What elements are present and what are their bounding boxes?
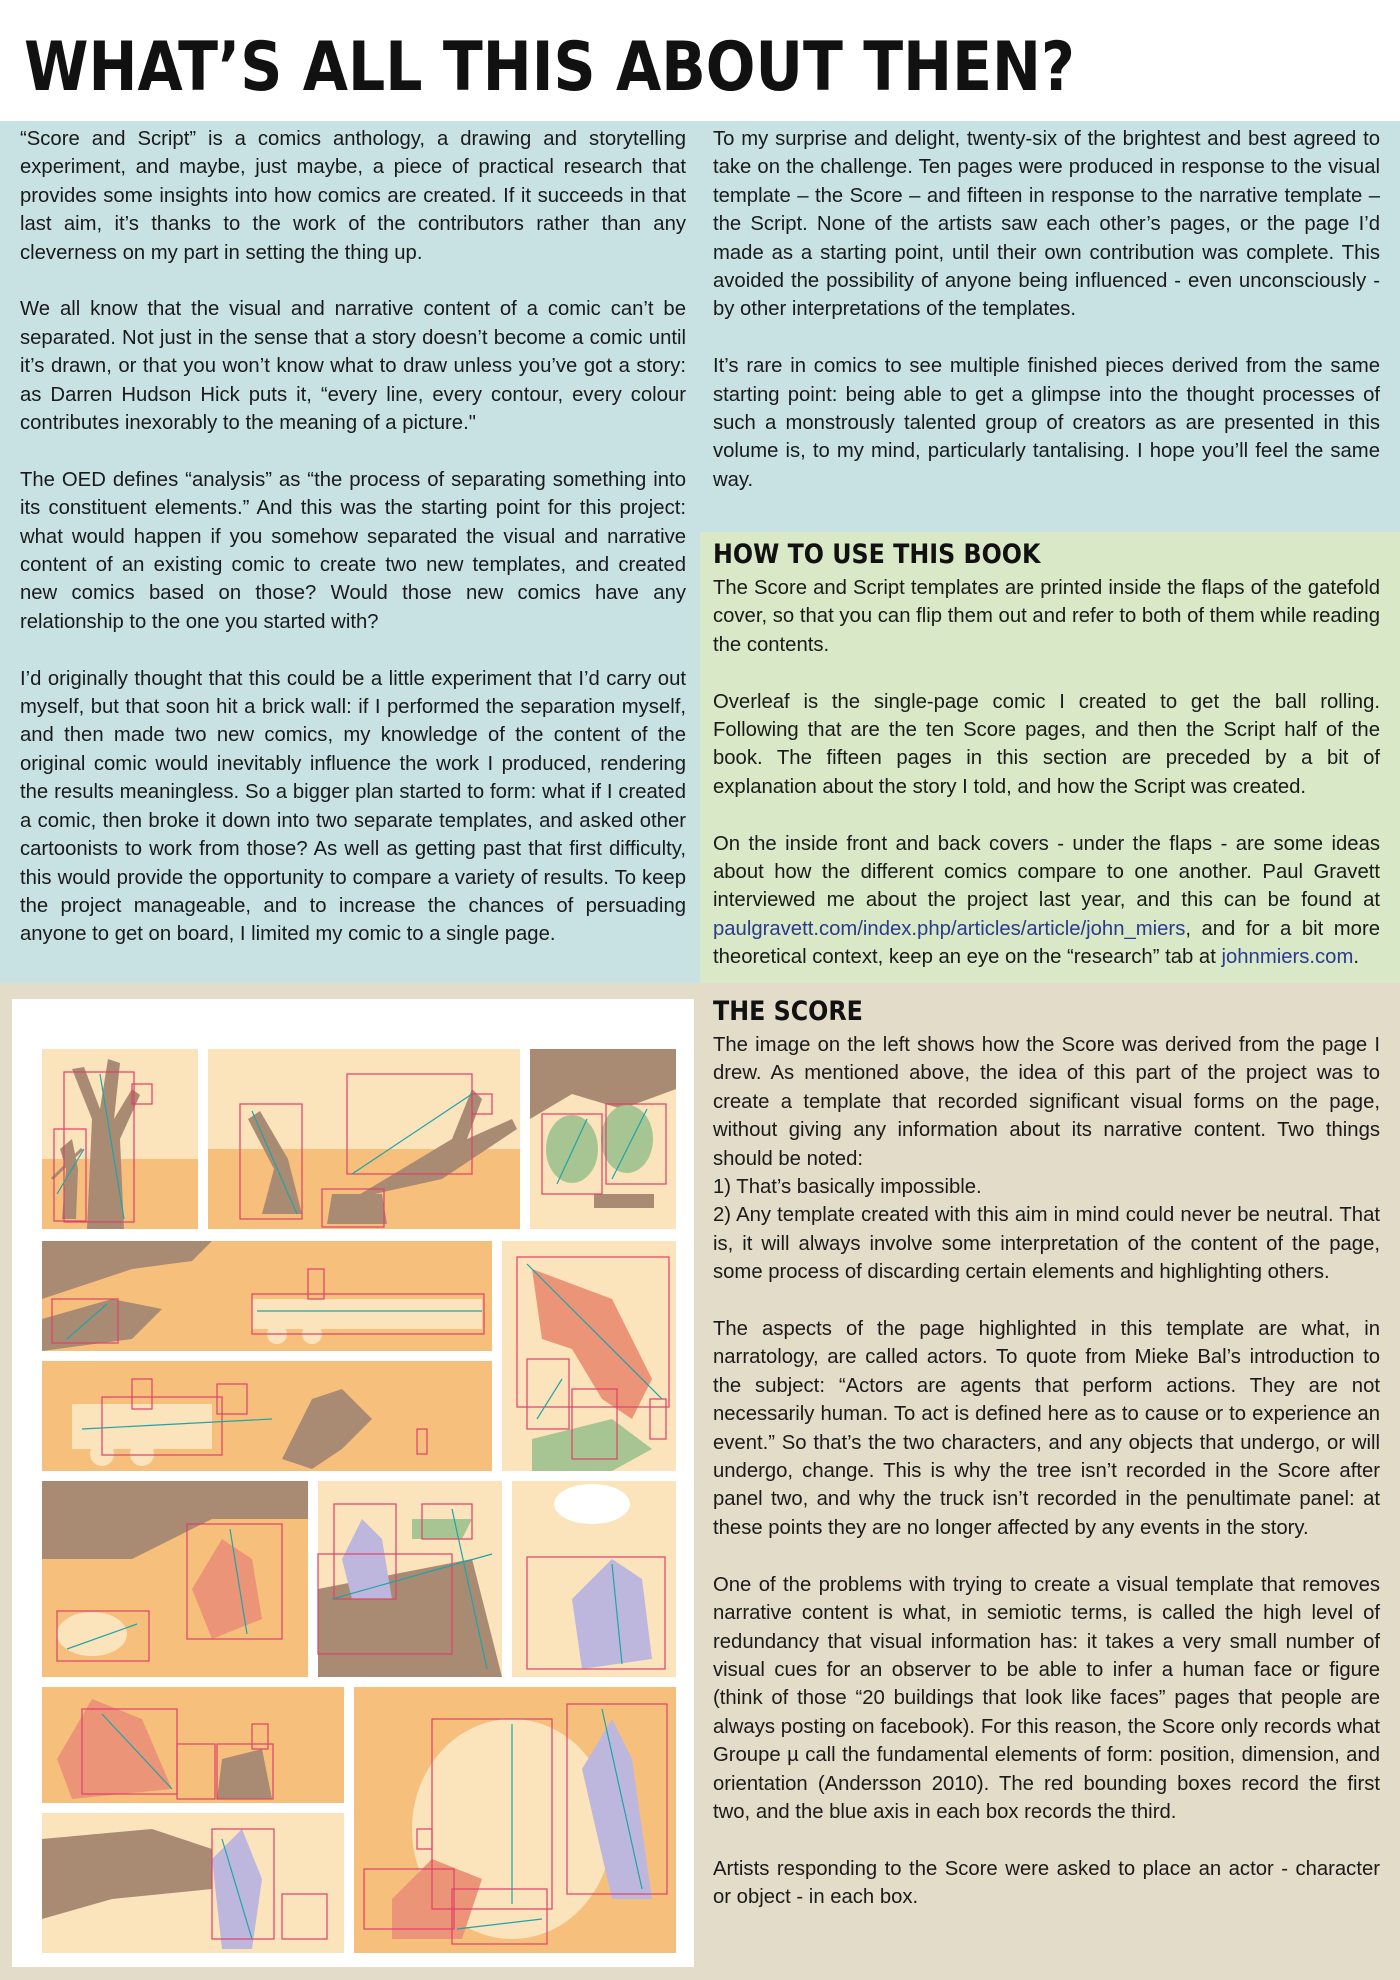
score-panel	[42, 1049, 198, 1229]
score-panel	[42, 1361, 492, 1471]
score-paragraph: One of the problems with trying to create a visual template that removes narrative content is what, in semiotic terms, is called the high level of redundancy that visual information has: it takes a very small number of visual cues for an observer to be able to infer a human face or figure (think of those “20 buildings that look like faces” pages that people are always posting on facebook). For this reason, the Score only records what Groupe µ call the fundamental elements of form: position, dimension, and orientation (Andersson 2010). The red bounding boxes record the first two, and the blue axis in each box records the third.	[713, 1573, 1380, 1823]
score-heading: THE SCORE	[713, 996, 863, 1027]
score-text-column	[700, 995, 1400, 1912]
score-paragraph: Artists responding to the Score were asked to place an actor - character or object - in each box.	[713, 1857, 1380, 1909]
score-panel	[208, 1049, 520, 1229]
how-to-heading: HOW TO USE THIS BOOK	[713, 539, 1041, 570]
intro-right-column	[700, 121, 1400, 532]
page-title: WHAT’S ALL THIS ABOUT THEN?	[24, 28, 1075, 107]
score-panel	[318, 1481, 502, 1677]
how-to-text: .	[1353, 946, 1359, 969]
score-list-item: 1) That’s basically impossible.	[713, 1176, 982, 1199]
intro-paragraph: To my surprise and delight, twenty-six of the brightest and best agreed to take on the challenge. Ten pages were produced in response to the visual template – the Score – and fifteen in response to the narrative template – the Script. None of the artists saw each other’s pages, or the page I’d made as a starting point, until their own contribution was complete. This avoided the possibility of anyone being influenced - even unconsciously - by other interpretations of the templates.	[713, 128, 1380, 321]
score-section	[0, 983, 1400, 1980]
intro-paragraph: I’d originally thought that this could be a little experiment that I’d carry out myself, but that soon hit a brick wall: if I performed the separation myself, and then made two new comics, my knowledge of the content of the original comic would inevitably influence the work I produced, rendering the results meaningless. So a bigger plan started to form: what if I created a comic, then broke it down into two separate templates, and asked other cartoonists to work from those? As well as getting past that first difficulty, this would provide the opportunity to compare a variety of results. To keep the project manageable, and to increase the chances of persuading anyone to get on board, I limited my comic to a single page.	[20, 667, 686, 946]
score-panel	[42, 1813, 344, 1953]
intro-paragraph: We all know that the visual and narrative content of a comic can’t be separated. Not just in the sense that a story doesn’t become a comic until it’s drawn, or that you won’t know what to draw unless you’ve got a story: as Darren Hudson Hick puts it, “every line, every contour, every colour contributes inexorably to the meaning of a picture."	[20, 298, 686, 435]
intro-paragraph: The OED defines “analysis” as “the process of separating something into its constituent elements.” And this was the starting point for this project: what would happen if you somehow separated the visual and narrative content of an existing comic to create two new templates, and created new comics based on those? Would those new comics have any relationship to the one you started with?	[20, 468, 686, 633]
how-to-paragraph	[713, 830, 1380, 972]
score-panel	[42, 1241, 492, 1351]
score-panel	[42, 1481, 308, 1677]
how-to-text: , and for a bit more theoretical context, keep an eye on the “research” tab at	[713, 917, 1380, 969]
score-panel	[354, 1687, 676, 1953]
how-to-paragraph: The Score and Script templates are printed inside the flaps of the gatefold cover, so that you can flip them out and refer to both of them while reading the contents.	[713, 577, 1380, 656]
intro-paragraph: “Score and Script” is a comics anthology, a drawing and storytelling experiment, and maybe, just maybe, a piece of practical research that provides some insights into how comics are created. If it succeeds in that last aim, it’s thanks to the work of the contributors rather than any cleverness on my part in setting the thing up.	[20, 128, 686, 264]
john-miers-link[interactable]: johnmiers.com	[1221, 946, 1354, 969]
how-to-paragraph: Overleaf is the single-page comic I created to get the ball rolling. Following that are the ten Score pages, and then the Script half of the book. The fifteen pages in this section are preceded by a bit of explanation about the story I told, and how the Script was created.	[713, 690, 1380, 798]
score-figure	[12, 999, 694, 1967]
how-to-section	[700, 532, 1400, 983]
score-panel	[42, 1687, 344, 1803]
score-paragraph: The aspects of the page highlighted in this template are what, in narratology, are called actors. To quote from Mieke Bal’s introduction to the subject: “Actors are agents that perform actions. They are not necessarily human. To act is defined here as to cause or to experience an event.” So that’s the two characters, and any objects that undergo, or will undergo, change. This is why the tree isn’t recorded in the Score after panel two, and why the truck isn’t recorded in the penultimate panel: at these points they are no longer affected by any events in the story.	[713, 1318, 1380, 1539]
score-template-image	[12, 999, 694, 1967]
score-panel	[512, 1481, 676, 1677]
how-to-text: On the inside front and back covers - under the flaps - are some ideas about how the different comics compare to one another. Paul Gravett interviewed me about the project last year, and this can be found at	[713, 832, 1380, 912]
score-panel	[502, 1241, 676, 1471]
score-list-item: 2) Any template created with this aim in mind could never be neutral. That is, it will always involve some interpretation of the content of the page, some process of discarding certain elements and highlighting others.	[713, 1204, 1380, 1284]
score-paragraph: The image on the left shows how the Score was derived from the page I drew. As mentioned above, the idea of this part of the project was to create a template that recorded significant visual forms on the page, without giving any information about its narrative content. Two things should be noted:	[713, 1034, 1380, 1170]
paul-gravett-link[interactable]: paulgravett.com/index.php/articles/article/john_miers	[713, 917, 1186, 940]
intro-left-column	[0, 121, 700, 983]
intro-paragraph: It’s rare in comics to see multiple finished pieces derived from the same starting point: being able to get a glimpse into the thought processes of such a monstrously talented group of creators as are presented in this volume is, to my mind, particularly tantalising. I hope you’ll feel the same way.	[713, 355, 1380, 491]
score-panel	[530, 1049, 676, 1229]
